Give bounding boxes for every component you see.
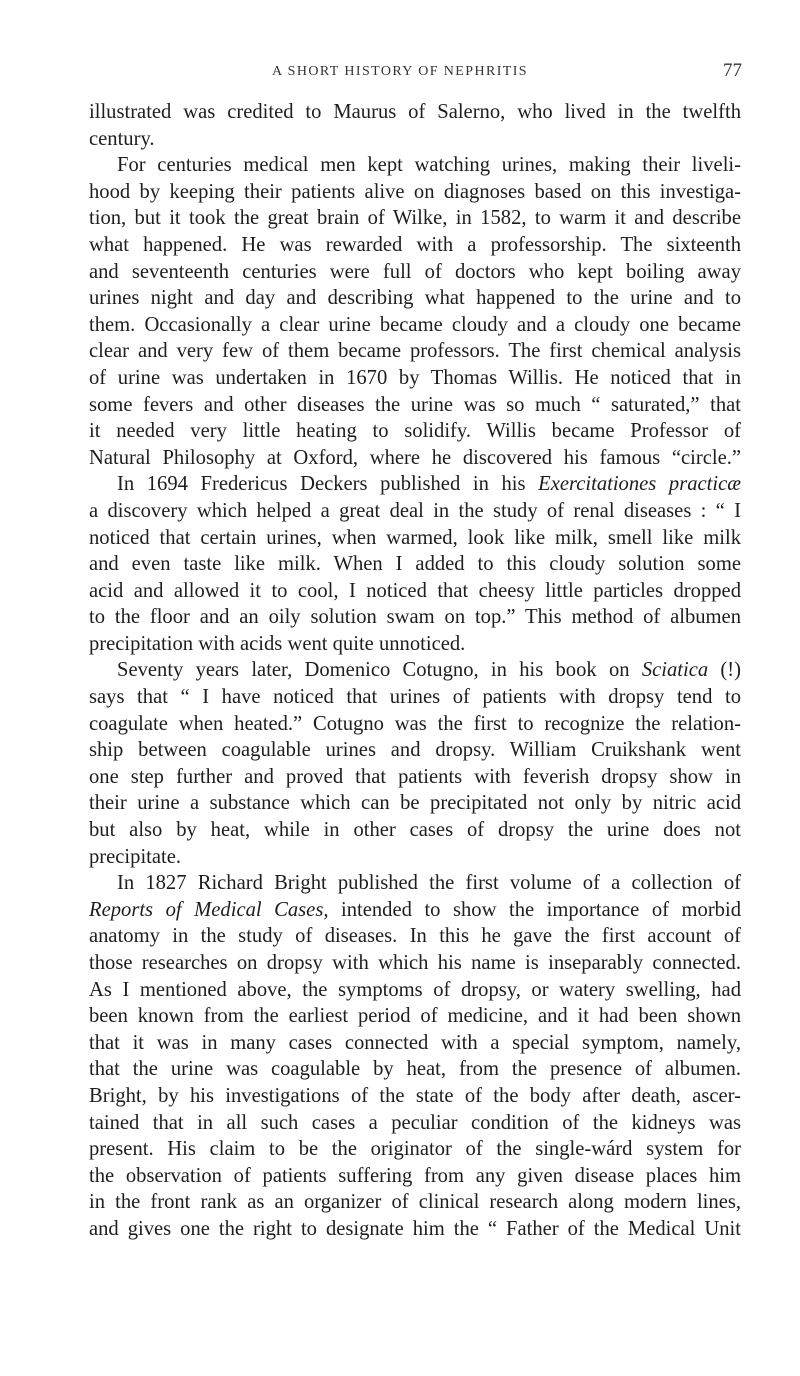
text-line: noticed that certain urines, when warmed, look like milk, smell like milk (89, 526, 741, 549)
page-number: 77 (723, 60, 742, 81)
book-title: Reports of Medical Cases, (89, 898, 329, 921)
text-line: a discovery which helped a great deal in the study of renal diseases : “ I (89, 499, 741, 522)
text-line: precipitation with acids went quite unnoticed. (89, 632, 466, 655)
text-line (89, 897, 741, 924)
text-line: of urine was undertaken in 1670 by Thomas Willis. He noticed that in (89, 366, 741, 389)
text-line: present. His claim to be the originator of the single-wárd system for (89, 1138, 741, 1161)
text-line: illustrated was credited to Maurus of Salerno, who lived in the twelfth (89, 101, 741, 123)
text-line: and even taste like milk. When I added to this cloudy solution some (89, 553, 741, 576)
text-line: hood by keeping their patients alive on diagnoses based on this investiga- (89, 180, 741, 203)
text-line: anatomy in the study of diseases. In this he gave the first account of (89, 925, 741, 948)
text-run: In 1694 Fredericus Deckers published in his (117, 473, 539, 496)
text-line: ship between coagulable urines and dropsy. William Cruikshank went (89, 739, 741, 762)
text-line: urines night and day and describing what happened to the urine and to (89, 287, 741, 310)
paragraph-start-line (89, 657, 741, 684)
text-line: that the urine was coagulable by heat, from the presence of albumen. (89, 1058, 741, 1081)
text-line: Natural Philosophy at Oxford, where he discovered his famous “circle.” (89, 446, 741, 469)
text-line: their urine a substance which can be precipitated not only by nitric acid (89, 792, 741, 815)
book-title: Exercitationes practicæ (538, 473, 741, 496)
text-line: tained that in all such cases a peculiar condition of the kidneys was (89, 1111, 741, 1134)
text-line: As I mentioned above, the symptoms of dropsy, or watery swelling, had (89, 978, 741, 1001)
text-line: it needed very little heating to solidify. Willis became Professor of (89, 420, 741, 443)
text-line: what happened. He was rewarded with a professorship. The sixteenth (89, 233, 741, 256)
text-line: says that “ I have noticed that urines of patients with dropsy tend to (89, 686, 741, 709)
text-line: that it was in many cases connected with a special symptom, namely, (89, 1031, 741, 1054)
text-run: intended to show the importance of morbid (328, 898, 741, 921)
text-run: (!) (708, 659, 741, 682)
text-line: and seventeenth centuries were full of doctors who kept boiling away (89, 260, 741, 283)
paragraph-start-line (89, 471, 741, 498)
text-line: been known from the earliest period of medicine, and it had been shown (89, 1005, 741, 1028)
text-run: Seventy years later, Domenico Cotugno, in his book on (117, 659, 642, 682)
text-line: in the front rank as an organizer of clinical research along modern lines, (89, 1191, 741, 1214)
book-title: Sciatica (641, 659, 709, 682)
text-line: coagulate when heated.” Cotugno was the first to recognize the relation- (89, 712, 741, 735)
text-line: the observation of patients suffering from any given disease places him (89, 1164, 741, 1187)
text-line: some fevers and other diseases the urine was so much “ saturated,” that (89, 393, 741, 416)
text-line: acid and allowed it to cool, I noticed that cheesy little particles dropped (89, 579, 741, 602)
text-line: precipitate. (89, 845, 182, 868)
text-line: but also by heat, while in other cases of dropsy the urine does not (89, 819, 741, 842)
running-title: A SHORT HISTORY OF NEPHRITIS (272, 64, 528, 79)
paragraph-start-line: For centuries medical men kept watching urines, making their liveli- (117, 154, 741, 177)
text-line: to the floor and an oily solution swam on top.” This method of albumen (89, 606, 741, 629)
text-line: them. Occasionally a clear urine became cloudy and a cloudy one became (89, 313, 741, 336)
text-line: century. (89, 127, 155, 150)
body-text (89, 99, 741, 1243)
paragraph-start-line: In 1827 Richard Bright published the first volume of a collection of (117, 872, 741, 895)
text-line: tion, but it took the great brain of Wilke, in 1582, to warm it and describe (89, 207, 741, 230)
text-line: those researches on dropsy with which his name is inseparably connected. (89, 952, 741, 974)
text-line: Bright, by his investigations of the state of the body after death, ascer- (89, 1084, 741, 1107)
text-line: and gives one the right to designate him the “ Father of the Medical Unit (89, 1217, 741, 1240)
page-header (0, 60, 800, 84)
text-line: clear and very few of them became professors. The first chemical analysis (89, 340, 741, 363)
text-line: one step further and proved that patients with feverish dropsy show in (89, 765, 741, 788)
